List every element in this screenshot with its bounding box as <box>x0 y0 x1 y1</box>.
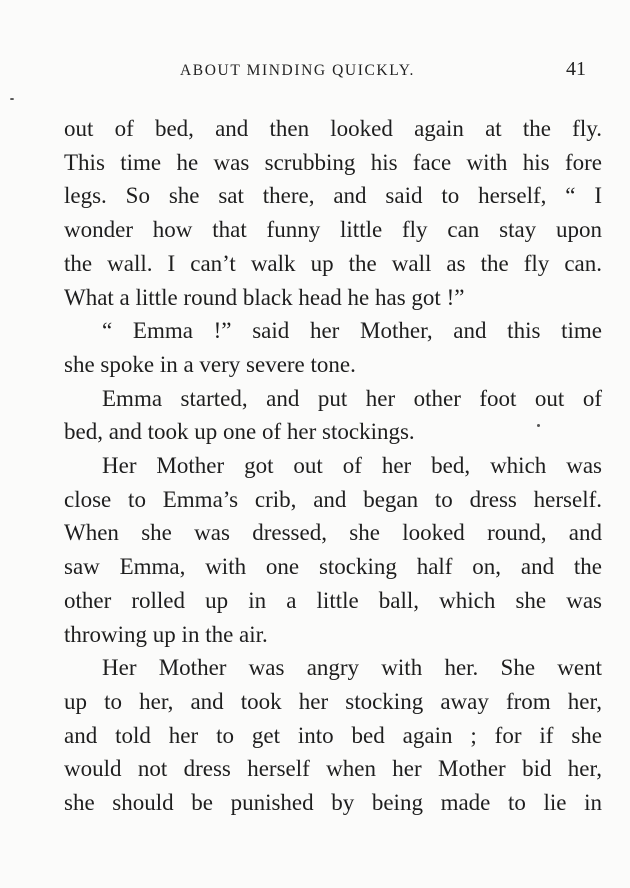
text-line: other rolled up in a little ball, which she was <box>64 587 602 613</box>
print-speck <box>10 98 14 100</box>
text-line: bed, and took up one of her stockings. <box>64 419 415 445</box>
text-line: the wall. I can’t walk up the wall as the fly can. <box>64 250 602 276</box>
page-number: 41 <box>566 58 586 80</box>
text-line: out of bed, and then looked again at the fly. <box>64 116 602 141</box>
text-line: throwing up in the air. <box>64 621 268 647</box>
text-line: saw Emma, with one stocking half on, and the <box>64 554 602 580</box>
print-speck <box>537 424 540 427</box>
text-line: Her Mother got out of her bed, which was <box>102 453 602 479</box>
text-line: she spoke in a very severe tone. <box>64 351 356 377</box>
text-line: When she was dressed, she looked round, and <box>64 520 602 546</box>
body-text <box>64 112 602 820</box>
text-line: What a little round black head he has got !” <box>64 284 465 310</box>
text-line: up to her, and took her stocking away from her, <box>64 688 602 714</box>
text-line: Her Mother was angry with her. She went <box>102 655 602 681</box>
running-title: ABOUT MINDING QUICKLY. <box>180 62 416 79</box>
text-line: Emma started, and put her other foot out of <box>102 385 602 411</box>
text-line: legs. So she sat there, and said to herself, “ I <box>64 183 602 209</box>
text-line: wonder how that funny little fly can stay upon <box>64 217 602 243</box>
text-line: and told her to get into bed again ; for if she <box>64 722 602 748</box>
text-line: she should be punished by being made to lie in <box>64 790 602 816</box>
text-line: would not dress herself when her Mother bid her, <box>64 756 602 782</box>
text-line: close to Emma’s crib, and began to dress herself. <box>64 486 602 512</box>
text-line: This time he was scrubbing his face with his fore <box>64 149 602 175</box>
text-line: “ Emma !” said her Mother, and this time <box>102 318 602 344</box>
